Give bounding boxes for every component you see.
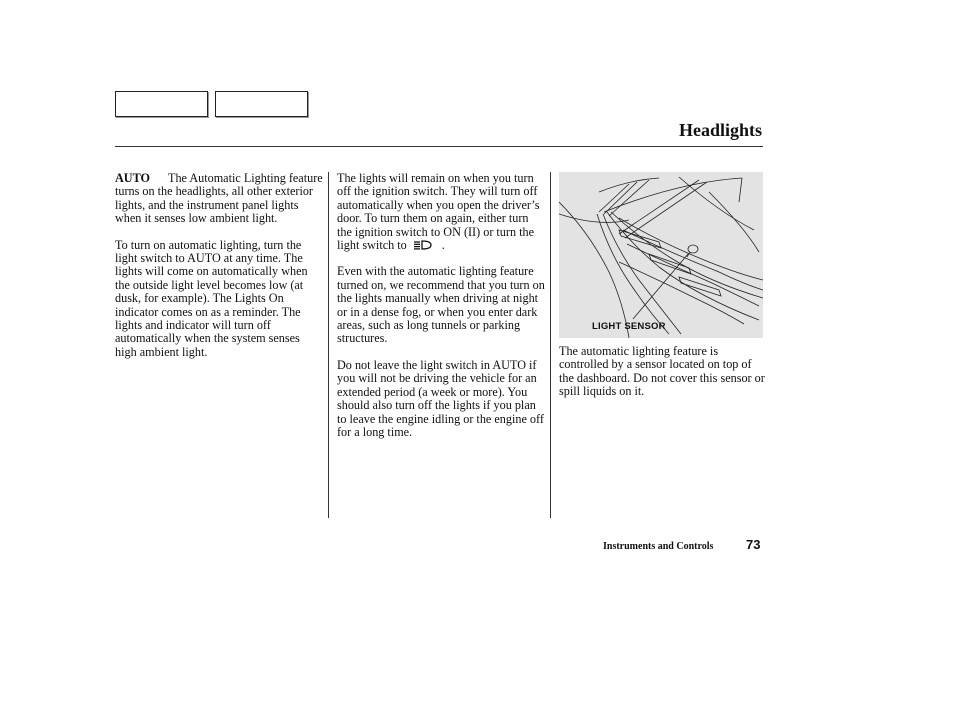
column-divider-2 bbox=[550, 172, 551, 518]
paragraph-do-not-leave: Do not leave the light switch in AUTO if you will not be driving the vehicle for an extended period (a week or more). You should also turn off the lights if you plan to leave the engine idling or the engine off for a long time. bbox=[337, 357, 544, 439]
page-number: 73 bbox=[746, 537, 761, 552]
auto-description: The Automatic Lighting feature turns on the headlights, all other exterior lights, and the instrument panel lights when it senses low ambient light. bbox=[115, 171, 323, 226]
nav-button-1[interactable] bbox=[115, 91, 208, 117]
title-divider bbox=[115, 146, 763, 147]
paragraph-turn-on: To turn on automatic lighting, turn the light switch to AUTO at any time. The lights will come on automatically when the outside light level becomes low (at dusk, for example). The Lights On indicator comes on as a reminder. The lights and indicator will turn off automatically when the system senses high ambient light. bbox=[115, 237, 308, 359]
paragraph-recommend: Even with the automatic lighting feature turned on, we recommend that you turn on the lights manually when driving at night or in a dense fog, or when you enter dark areas, such as long tunnels or parking structures. bbox=[337, 264, 545, 346]
paragraph-auto bbox=[115, 172, 323, 226]
auto-label: AUTO bbox=[115, 171, 150, 185]
paragraph-remain-on bbox=[337, 172, 545, 252]
text-column-2 bbox=[337, 172, 545, 452]
figure-caption: LIGHT SENSOR bbox=[592, 321, 666, 332]
footer-section-title: Instruments and Controls bbox=[603, 541, 714, 552]
remain-on-text: The lights will remain on when you turn off the ignition switch. They will turn off automatically when you open the driver’s door. To turn them on again, either turn the ignition switch to ON (II) or turn the light switch to bbox=[337, 171, 540, 253]
dashboard-drawing bbox=[559, 172, 763, 338]
paragraph-sensor: The automatic lighting feature is controlled by a sensor located on top of the dashboard. Do not cover this sensor or spill liquids on it. bbox=[559, 344, 765, 399]
column-divider-1 bbox=[328, 172, 329, 518]
headlight-icon bbox=[413, 240, 437, 250]
light-sensor-illustration bbox=[559, 172, 763, 338]
nav-button-2[interactable] bbox=[215, 91, 308, 117]
text-column-3 bbox=[559, 345, 765, 412]
page-title: Headlights bbox=[678, 120, 762, 140]
text-column-1 bbox=[115, 172, 323, 372]
remain-on-period: . bbox=[441, 238, 445, 253]
